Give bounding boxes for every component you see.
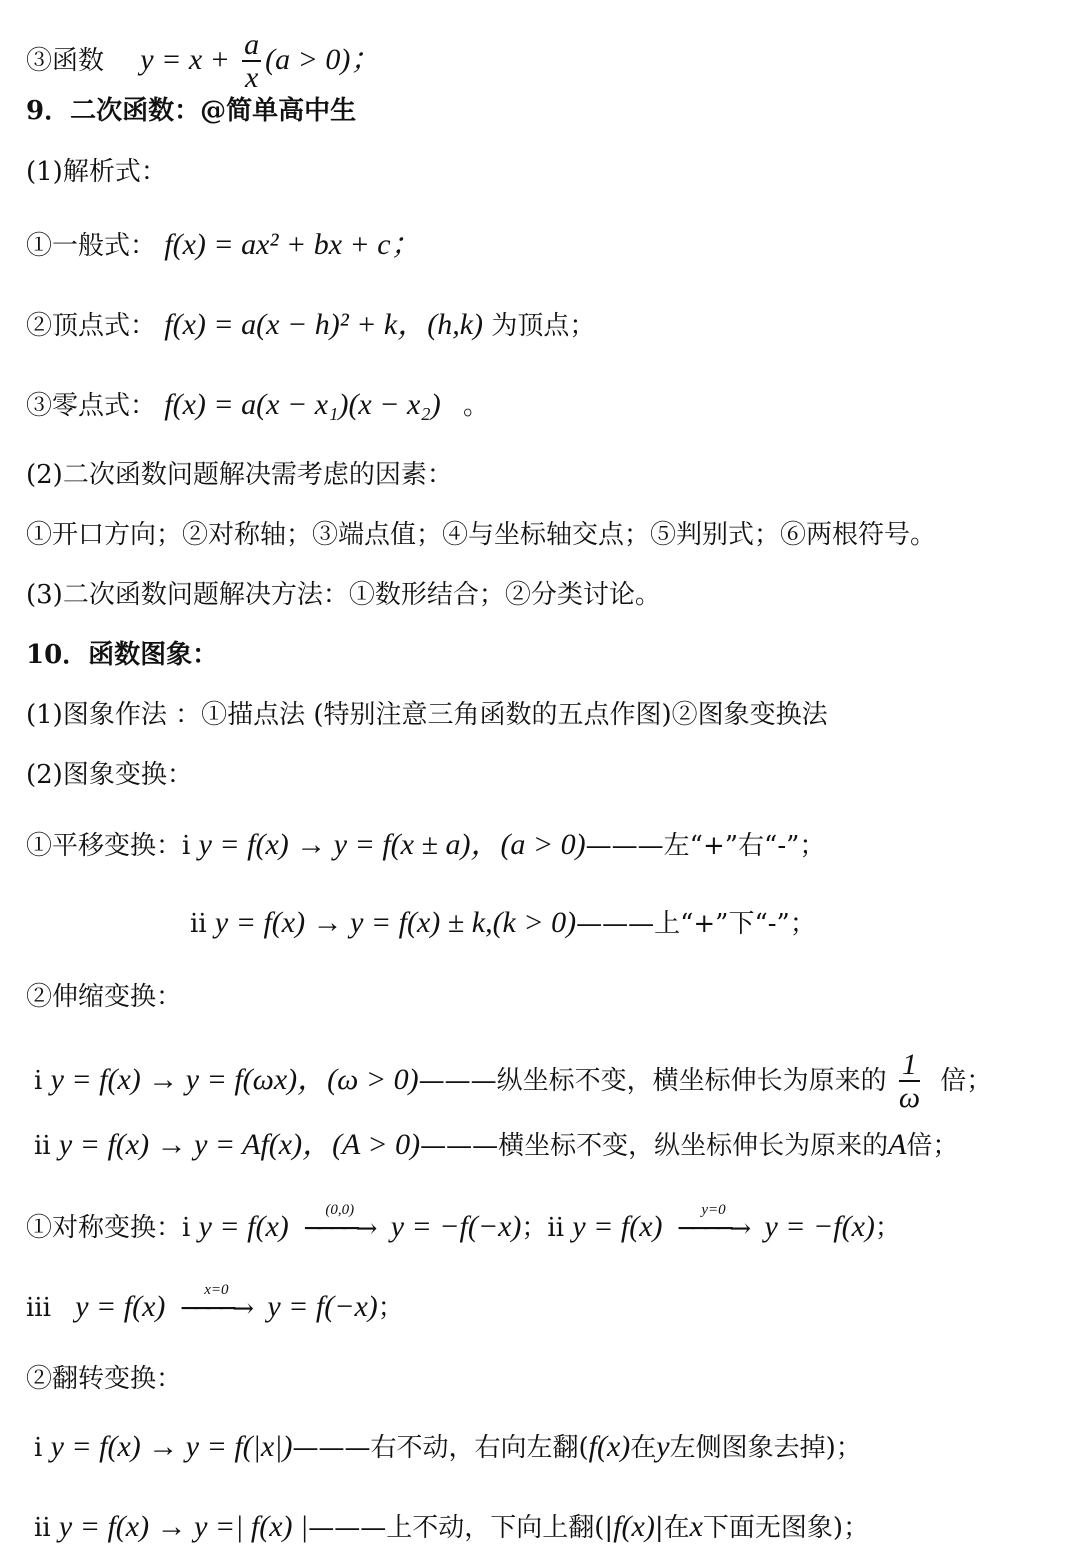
line-label: ②顶点式： [26,311,157,341]
math-expression: y = f(x) [75,1290,166,1323]
line-label: ⅱ [34,1131,51,1161]
fraction-numerator: a [244,28,260,61]
math-expression: y = x + [140,43,230,76]
line-tail: 为顶点； [491,311,596,341]
flip-heading: ②翻转变换： [26,1364,183,1394]
line-label: ③函数 [26,46,105,76]
symmetry-line-3 [26,1282,404,1324]
line-end: 左侧图象去掉)； [669,1433,862,1463]
arrow-y-axis-symmetry: x=0 ────→ [182,1292,251,1326]
arrow-label: x=0 [204,1282,229,1298]
line-mid: 在 [630,1433,657,1463]
line-label: ①平移变换：ⅰ [26,831,191,861]
symmetry-line-1 [26,1202,901,1244]
math-expression: y = f(x) → y = f(x) ± k,(k > 0) [214,906,577,939]
fraction-a-over-x [242,30,261,94]
line-tail: ———左“+”右“-”； [585,831,826,861]
math-symbol-x: x [689,1510,703,1543]
line-label: ①对称变换：ⅰ [26,1213,191,1243]
math-expression: f(x) = ax² + bx + c； [164,228,421,261]
line-tail: ———右不动，右向左翻( [292,1433,589,1463]
line-label: ③零点式： [26,391,157,421]
math-expression: y = f(x) [572,1210,663,1243]
arrow-label: y=0 [701,1202,726,1218]
scaling-heading: ②伸缩变换： [26,982,183,1012]
arrow-origin-symmetry: (0,0) ────→ [305,1212,374,1246]
fraction-one-over-omega [899,1050,920,1114]
math-expression: y = f(x) → y = f(ωx)，(ω > 0) [50,1063,419,1096]
line-end: 倍； [906,1131,959,1161]
line-label: ⅱ [190,909,207,939]
math-expression: y = f(x) → y = f(x ± a)，(a > 0) [198,828,586,861]
line-label: ⅲ [26,1293,51,1323]
math-expression: y = −f(−x) [390,1210,522,1243]
line-mid: |在 [654,1513,690,1543]
math-fx: f(x) [588,1430,631,1463]
math-symbol-y: y [656,1430,670,1463]
line-tail: ———上不动，下向上翻(| [308,1513,614,1543]
line-label: ⅱ [34,1513,51,1543]
math-expression: f(x) = a(x − x₁)(x − x₂) [164,388,441,421]
math-condition: (a > 0)； [265,43,381,76]
graph-transform-heading: (2)图象变换： [26,760,193,790]
line-label: ⅰ [34,1066,43,1096]
line-tail: ———上“+”下“-”； [576,909,816,939]
methods-line: (3)二次函数问题解决方法：①数形结合；②分类讨论。 [26,580,661,610]
math-expression: y = f(x) → y = Af(x)，(A > 0) [58,1128,421,1161]
math-expression: y = f(x) [198,1210,289,1243]
general-form-line [26,228,421,262]
heading-function-graph: 10．函数图象： [26,640,219,670]
fraction-numerator: 1 [899,1050,920,1082]
math-fx: f(x) [613,1510,655,1543]
arrow-x-axis-symmetry: y=0 ────→ [679,1212,748,1246]
line-separator: ；ⅱ [521,1213,565,1243]
line-end: ； [377,1293,404,1323]
line-label: ①一般式： [26,231,157,261]
translation-line-2 [190,906,816,940]
arrow-label: (0,0) [325,1202,355,1218]
scaling-line-2 [34,1128,958,1162]
line-tail: ———横坐标不变，纵坐标伸长为原来的 [420,1131,889,1161]
fraction-denominator: x [245,61,259,94]
math-expression: y = f(x) → y = f(|x|) [50,1430,293,1463]
math-expression: f(x) = a(x − h)² + k，(h,k) [164,308,484,341]
factors-heading: (2)二次函数问题解决需考虑的因素： [26,460,453,490]
line-label: ⅰ [34,1433,43,1463]
math-expression: y = −f(x) [764,1210,875,1243]
subheading-expressions: (1)解析式： [26,157,167,187]
line-tail: 。 [463,391,490,421]
line-function-reciprocal [26,28,381,94]
scaling-line-1 [34,1048,993,1114]
vertex-form-line [26,308,595,342]
flip-line-2 [34,1510,869,1544]
graph-drawing-methods: (1)图象作法 ：①描点法 (特别注意三角函数的五点作图)②图象变换法 [26,700,828,730]
line-end: ； [874,1213,901,1243]
fraction-denominator: ω [898,1081,921,1114]
zero-form-line [26,388,489,422]
translation-line-1 [26,828,825,862]
line-end: 下面无图象)； [702,1513,870,1543]
factors-list: ①开口方向；②对称轴；③端点值；④与坐标轴交点；⑤判别式；⑥两根符号。 [26,520,937,550]
line-tail: ———纵坐标不变，横坐标伸长为原来的 [418,1066,887,1096]
flip-line-1 [34,1430,862,1464]
math-expression: y = f(x) → y =| f(x) | [58,1510,309,1543]
math-symbol-A: A [888,1128,907,1161]
math-expression: y = f(−x) [267,1290,378,1323]
heading-quadratic-function: 9．二次函数：@简单高中生 [26,96,357,126]
line-end: 倍； [940,1066,993,1096]
